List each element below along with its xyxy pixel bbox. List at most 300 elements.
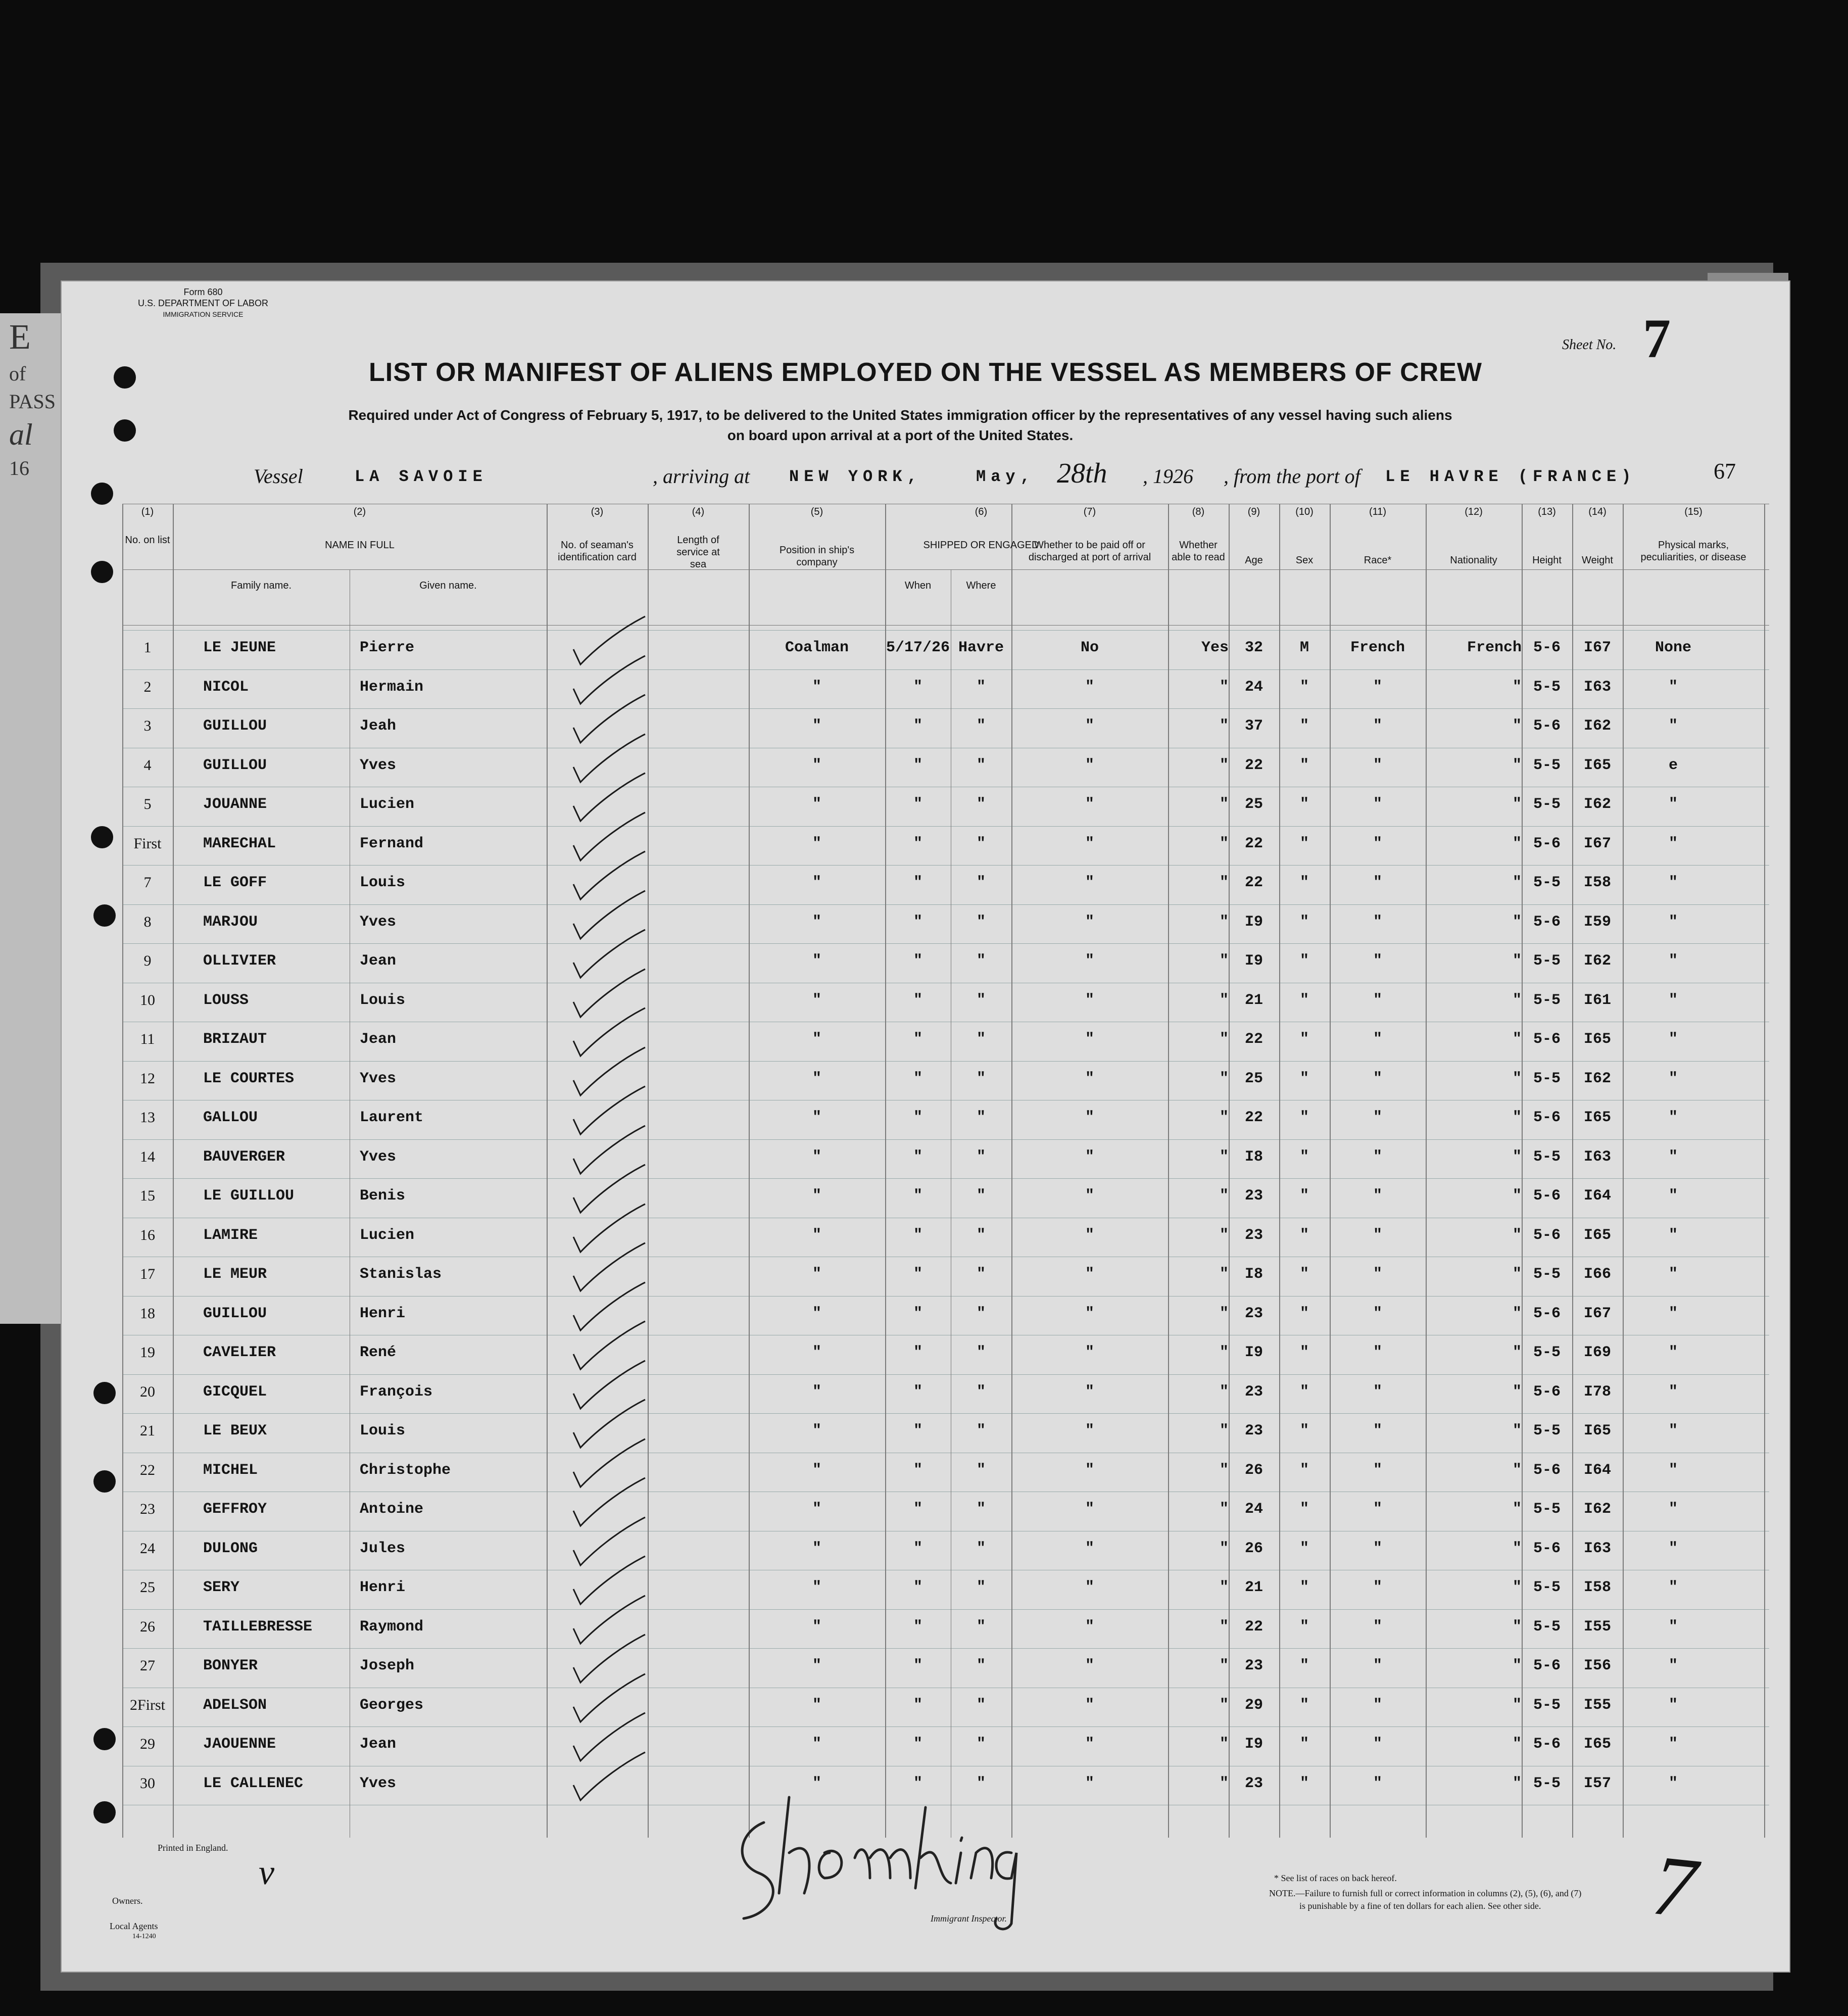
given-name: Stanislas: [360, 1266, 442, 1283]
arrival-month: May,: [976, 467, 1035, 486]
age: 22: [1244, 1109, 1263, 1126]
col-header-paid-off: Whether to be paid off or discharged at port of arrival: [1028, 540, 1151, 563]
given-name: Yves: [360, 756, 397, 774]
physical-marks: ": [1668, 717, 1678, 735]
shipped-when: ": [913, 1579, 922, 1596]
age: 37: [1244, 717, 1263, 735]
sex: ": [1299, 1501, 1309, 1518]
sex: ": [1299, 874, 1309, 891]
col-header-id-card: No. of seaman's identification card: [558, 540, 637, 563]
able-to-read: ": [1219, 1422, 1229, 1439]
given-name: Jeah: [360, 717, 397, 735]
age: 22: [1244, 874, 1263, 891]
row-number: 9: [143, 952, 152, 969]
row-number: 15: [140, 1187, 155, 1204]
able-to-read: ": [1219, 1305, 1229, 1322]
able-to-read: ": [1219, 796, 1229, 813]
form-code: 14-1240: [132, 1933, 156, 1940]
row-number: 18: [140, 1305, 155, 1322]
age: 26: [1244, 1540, 1263, 1557]
weight: I69: [1583, 1344, 1611, 1361]
age: 22: [1244, 1031, 1263, 1048]
position: ": [812, 1540, 821, 1557]
able-to-read: ": [1219, 1344, 1229, 1361]
shipped-where: ": [976, 874, 986, 891]
nationality: ": [1512, 1031, 1522, 1048]
sex: ": [1299, 1070, 1309, 1087]
shipped-when: ": [913, 1774, 922, 1792]
family-name: DULONG: [203, 1540, 258, 1557]
sex: ": [1299, 796, 1309, 813]
weight: I78: [1583, 1383, 1611, 1401]
able-to-read: ": [1219, 1736, 1229, 1753]
col-num-12: (12): [1465, 506, 1483, 517]
family-name: GICQUEL: [203, 1383, 267, 1401]
col-header-race: Race*: [1364, 555, 1392, 566]
shipped-when: ": [913, 913, 922, 931]
weight: I61: [1583, 991, 1611, 1009]
nationality: ": [1512, 1657, 1522, 1674]
row-number: 1: [143, 639, 152, 656]
weight: I55: [1583, 1696, 1611, 1714]
note-line-2: is punishable by a fine of ten dollars for each alien. See other side.: [1299, 1901, 1541, 1911]
shipped-when: ": [913, 756, 922, 774]
able-to-read: ": [1219, 1501, 1229, 1518]
able-to-read: ": [1219, 1696, 1229, 1714]
given-name: Antoine: [360, 1501, 424, 1518]
physical-marks: ": [1668, 874, 1678, 891]
nationality: ": [1512, 1109, 1522, 1126]
row-number: 12: [140, 1070, 155, 1087]
given-name: Louis: [360, 1422, 406, 1439]
weight: I55: [1583, 1618, 1611, 1636]
shipped-when: ": [913, 1422, 922, 1439]
row-number: 8: [143, 913, 152, 930]
sex: ": [1299, 1109, 1309, 1126]
age: 22: [1244, 756, 1263, 774]
paid-off: ": [1085, 1187, 1094, 1205]
col-num-10: (10): [1295, 506, 1314, 517]
sex: ": [1299, 1422, 1309, 1439]
age: 29: [1244, 1696, 1263, 1714]
race: ": [1373, 1657, 1382, 1674]
position: ": [812, 1774, 821, 1792]
race: ": [1373, 874, 1382, 891]
paid-off: ": [1085, 1501, 1094, 1518]
position: ": [812, 1344, 821, 1361]
age: 32: [1244, 639, 1263, 656]
shipped-where: ": [976, 717, 986, 735]
age: 26: [1244, 1461, 1263, 1479]
shipped-when: ": [913, 796, 922, 813]
sex: ": [1299, 1736, 1309, 1753]
sex: ": [1299, 756, 1309, 774]
nationality: ": [1512, 1696, 1522, 1714]
age: I9: [1244, 1344, 1263, 1361]
row-number: 5: [143, 796, 152, 812]
sex: ": [1299, 1618, 1309, 1636]
nationality: ": [1512, 1736, 1522, 1753]
given-name: Joseph: [360, 1657, 415, 1674]
weight: I62: [1583, 717, 1611, 735]
row-number: 2: [143, 678, 152, 695]
sex: ": [1299, 1226, 1309, 1244]
family-name: MARJOU: [203, 913, 258, 931]
family-name: GUILLOU: [203, 1305, 267, 1322]
shipped-where: ": [976, 1736, 986, 1753]
position: ": [812, 1422, 821, 1439]
punch-hole: [93, 1382, 116, 1404]
shipped-when: 5/17/26: [886, 639, 950, 656]
shipped-when: ": [913, 952, 922, 970]
footnote: * See list of races on back hereof.: [1274, 1873, 1397, 1883]
paid-off: ": [1085, 717, 1094, 735]
row-number: 26: [140, 1618, 155, 1635]
printed-note: Printed in England.: [158, 1843, 228, 1853]
handwritten-tick: v: [259, 1853, 275, 1892]
sex: M: [1299, 639, 1309, 656]
able-to-read: ": [1219, 1383, 1229, 1401]
shipped-where: ": [976, 1422, 986, 1439]
position: ": [812, 835, 821, 852]
able-to-read: ": [1219, 1031, 1229, 1048]
race: ": [1373, 1187, 1382, 1205]
punch-hole: [114, 366, 136, 389]
paid-off: ": [1085, 1579, 1094, 1596]
position: ": [812, 1070, 821, 1087]
race: ": [1373, 835, 1382, 852]
shipped-when: ": [913, 1618, 922, 1636]
col-header-height: Height: [1532, 555, 1562, 566]
col-num-7: (7): [1083, 506, 1096, 517]
row-number: 30: [140, 1774, 155, 1792]
physical-marks: ": [1668, 1305, 1678, 1322]
family-name: LE JEUNE: [203, 639, 276, 656]
row-number: 14: [140, 1148, 155, 1165]
sex: ": [1299, 1187, 1309, 1205]
nationality: ": [1512, 796, 1522, 813]
col-num-5: (5): [810, 506, 823, 517]
height: 5-5: [1533, 1618, 1561, 1636]
position: ": [812, 991, 821, 1009]
col-num-8: (8): [1192, 506, 1205, 517]
nationality: ": [1512, 1540, 1522, 1557]
sex: ": [1299, 1579, 1309, 1596]
height: 5-6: [1533, 1226, 1561, 1244]
col-num-4: (4): [692, 506, 705, 517]
physical-marks: ": [1668, 1422, 1678, 1439]
race: ": [1373, 991, 1382, 1009]
nationality: ": [1512, 1266, 1522, 1283]
physical-marks: ": [1668, 1657, 1678, 1674]
shipped-where: ": [976, 1501, 986, 1518]
form-number: Form 680: [183, 287, 223, 297]
race: ": [1373, 1501, 1382, 1518]
page-title: LIST OR MANIFEST OF ALIENS EMPLOYED ON THE VESSEL AS MEMBERS OF CREW: [369, 358, 1482, 387]
position: Coalman: [785, 639, 849, 656]
nationality: ": [1512, 1187, 1522, 1205]
physical-marks: ": [1668, 991, 1678, 1009]
col-header-age: Age: [1245, 555, 1263, 566]
nationality: ": [1512, 1226, 1522, 1244]
position: ": [812, 913, 821, 931]
shipped-where: ": [976, 1226, 986, 1244]
height: 5-5: [1533, 1579, 1561, 1596]
row-number: 13: [140, 1109, 155, 1126]
position: ": [812, 1461, 821, 1479]
sex: ": [1299, 1461, 1309, 1479]
height: 5-6: [1533, 1657, 1561, 1674]
weight: I57: [1583, 1774, 1611, 1792]
given-name: Yves: [360, 1148, 397, 1166]
shipped-when: ": [913, 1696, 922, 1714]
paid-off: ": [1085, 952, 1094, 970]
given-name: Hermain: [360, 678, 424, 696]
nationality: ": [1512, 1148, 1522, 1166]
age: 23: [1244, 1774, 1263, 1792]
strip-letter: 16: [9, 457, 29, 479]
race: ": [1373, 1383, 1382, 1401]
position: ": [812, 1187, 821, 1205]
col-num-14: (14): [1588, 506, 1607, 517]
age: 23: [1244, 1226, 1263, 1244]
position: ": [812, 1109, 821, 1126]
shipped-where: ": [976, 796, 986, 813]
shipped-when: ": [913, 1305, 922, 1322]
row-number: 22: [140, 1461, 155, 1478]
weight: I62: [1583, 1501, 1611, 1518]
race: ": [1373, 1540, 1382, 1557]
paid-off: ": [1085, 1383, 1094, 1401]
weight: I56: [1583, 1657, 1611, 1674]
physical-marks: ": [1668, 796, 1678, 813]
able-to-read: ": [1219, 678, 1229, 696]
given-name: Henri: [360, 1579, 406, 1596]
family-name: BAUVERGER: [203, 1148, 285, 1166]
weight: I65: [1583, 1736, 1611, 1753]
height: 5-5: [1533, 874, 1561, 891]
col-header-service: Length of service at sea: [676, 535, 720, 570]
age: 23: [1244, 1422, 1263, 1439]
shipped-when: ": [913, 1109, 922, 1126]
able-to-read: ": [1219, 1618, 1229, 1636]
paid-off: ": [1085, 1070, 1094, 1087]
paid-off: ": [1085, 1344, 1094, 1361]
given-name: Pierre: [360, 639, 415, 656]
sex: ": [1299, 1266, 1309, 1283]
punch-hole: [93, 904, 116, 927]
shipped-where: ": [976, 913, 986, 931]
shipped-where: ": [976, 1148, 986, 1166]
family-name: BRIZAUT: [203, 1031, 267, 1048]
able-to-read: ": [1219, 1266, 1229, 1283]
race: ": [1373, 1579, 1382, 1596]
paid-off: ": [1085, 1266, 1094, 1283]
shipped-where: ": [976, 1109, 986, 1126]
sex: ": [1299, 1540, 1309, 1557]
col-num-3: (3): [591, 506, 604, 517]
age: 23: [1244, 1187, 1263, 1205]
check-mark-icon: [569, 1750, 650, 1805]
col-header-marks: Physical marks, peculiarities, or disease: [1640, 540, 1746, 563]
position: ": [812, 1618, 821, 1636]
height: 5-5: [1533, 678, 1561, 696]
physical-marks: ": [1668, 1070, 1678, 1087]
race: ": [1373, 756, 1382, 774]
given-name: René: [360, 1344, 397, 1361]
shipped-where: ": [976, 1187, 986, 1205]
paid-off: ": [1085, 1109, 1094, 1126]
race: ": [1373, 1305, 1382, 1322]
weight: I63: [1583, 1148, 1611, 1166]
shipped-when: ": [913, 874, 922, 891]
owners-label: Owners.: [112, 1896, 143, 1906]
left-adjacent-page: [0, 313, 61, 1324]
shipped-where: ": [976, 1774, 986, 1792]
page-number: 67: [1714, 459, 1736, 484]
paid-off: ": [1085, 1031, 1094, 1048]
vessel-label: Vessel: [254, 465, 303, 488]
age: 25: [1244, 1070, 1263, 1087]
given-name: François: [360, 1383, 433, 1401]
position: ": [812, 756, 821, 774]
age: 22: [1244, 835, 1263, 852]
sex: ": [1299, 913, 1309, 931]
able-to-read: ": [1219, 874, 1229, 891]
race: ": [1373, 796, 1382, 813]
sex: ": [1299, 1696, 1309, 1714]
height: 5-6: [1533, 1540, 1561, 1557]
shipped-where: ": [976, 678, 986, 696]
shipped-where: ": [976, 756, 986, 774]
given-name: Yves: [360, 1070, 397, 1087]
race: ": [1373, 1344, 1382, 1361]
weight: I58: [1583, 1579, 1611, 1596]
race: ": [1373, 1266, 1382, 1283]
sex: ": [1299, 835, 1309, 852]
family-name: LE COURTES: [203, 1070, 295, 1087]
punch-hole: [93, 1728, 116, 1750]
nationality: ": [1512, 756, 1522, 774]
nationality: ": [1512, 1579, 1522, 1596]
race: ": [1373, 1618, 1382, 1636]
weight: I62: [1583, 952, 1611, 970]
given-name: Jean: [360, 1736, 397, 1753]
able-to-read: ": [1219, 1109, 1229, 1126]
sex: ": [1299, 1148, 1309, 1166]
position: ": [812, 1696, 821, 1714]
given-name: Henri: [360, 1305, 406, 1322]
col-header-name: NAME IN FULL: [325, 540, 395, 551]
height: 5-6: [1533, 1461, 1561, 1479]
age: 25: [1244, 796, 1263, 813]
paid-off: ": [1085, 1657, 1094, 1674]
race: ": [1373, 952, 1382, 970]
able-to-read: Yes: [1201, 639, 1229, 656]
given-name: Jean: [360, 1031, 397, 1048]
strip-letter: of: [9, 362, 26, 385]
able-to-read: ": [1219, 1461, 1229, 1479]
col-num-9: (9): [1247, 506, 1260, 517]
weight: I67: [1583, 639, 1611, 656]
height: 5-6: [1533, 1109, 1561, 1126]
punch-hole: [93, 1801, 116, 1823]
paid-off: ": [1085, 1422, 1094, 1439]
sex: ": [1299, 1774, 1309, 1792]
height: 5-6: [1533, 1187, 1561, 1205]
sex: ": [1299, 1383, 1309, 1401]
row-number: 25: [140, 1579, 155, 1596]
strip-letter: PASS: [9, 390, 56, 413]
race: ": [1373, 1109, 1382, 1126]
height: 5-5: [1533, 1266, 1561, 1283]
able-to-read: ": [1219, 1148, 1229, 1166]
height: 5-5: [1533, 1422, 1561, 1439]
given-name: Christophe: [360, 1461, 451, 1479]
row-number: 27: [140, 1657, 155, 1674]
family-name: TAILLEBRESSE: [203, 1618, 313, 1636]
family-name: LE MEUR: [203, 1266, 267, 1283]
shipped-where: ": [976, 1540, 986, 1557]
able-to-read: ": [1219, 913, 1229, 931]
shipped-where: ": [976, 1383, 986, 1401]
punch-hole: [91, 561, 113, 583]
row-number: First: [133, 835, 162, 852]
paid-off: ": [1085, 1618, 1094, 1636]
col-num-2: (2): [353, 506, 366, 517]
race: ": [1373, 913, 1382, 931]
shipped-when: ": [913, 991, 922, 1009]
given-name: Yves: [360, 1774, 397, 1792]
family-name: OLLIVIER: [203, 952, 276, 970]
paid-off: ": [1085, 796, 1094, 813]
age: 22: [1244, 1618, 1263, 1636]
punch-hole: [91, 826, 113, 848]
family-name: LE GOFF: [203, 874, 267, 891]
race: ": [1373, 717, 1382, 735]
nationality: ": [1512, 1501, 1522, 1518]
arrival-day: 28th: [1057, 458, 1107, 489]
height: 5-6: [1533, 913, 1561, 931]
sex: ": [1299, 991, 1309, 1009]
nationality: ": [1512, 952, 1522, 970]
age: I9: [1244, 952, 1263, 970]
able-to-read: ": [1219, 1579, 1229, 1596]
shipped-where: ": [976, 1266, 986, 1283]
given-name: Lucien: [360, 796, 415, 813]
row-number: 4: [143, 756, 152, 774]
able-to-read: ": [1219, 717, 1229, 735]
note-line-1: NOTE.—Failure to furnish full or correct information in columns (2), (5), (6), and (7): [1269, 1888, 1582, 1898]
sheet-number: 7: [1643, 308, 1671, 369]
col-header-where: Where: [966, 580, 996, 591]
physical-marks: ": [1668, 1579, 1678, 1596]
shipped-when: ": [913, 1226, 922, 1244]
given-name: Lucien: [360, 1226, 415, 1244]
from-port-label: , from the port of: [1224, 465, 1360, 488]
given-name: Benis: [360, 1187, 406, 1205]
paid-off: ": [1085, 874, 1094, 891]
physical-marks: ": [1668, 1501, 1678, 1518]
weight: I65: [1583, 1109, 1611, 1126]
shipped-where: ": [976, 1696, 986, 1714]
position: ": [812, 874, 821, 891]
nationality: French: [1467, 639, 1522, 656]
row-number: 17: [140, 1266, 155, 1282]
form-header: [132, 286, 274, 320]
family-name: LE BEUX: [203, 1422, 267, 1439]
age: 21: [1244, 991, 1263, 1009]
